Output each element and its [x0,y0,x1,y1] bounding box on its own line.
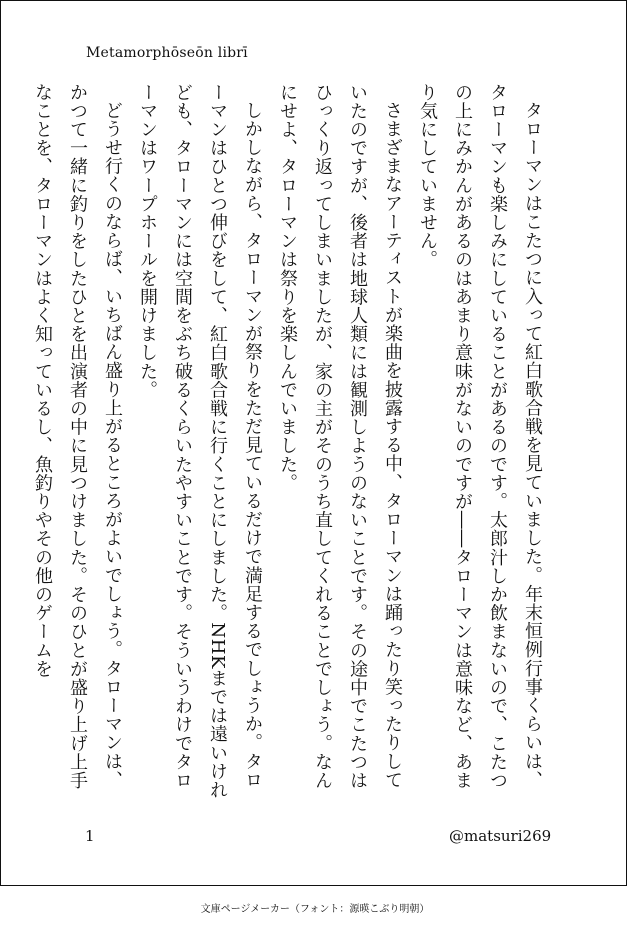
author-handle: @matsuri269 [449,827,552,845]
paragraph-1: タローマンはこたつに入って紅白歌合戦を見ていました。年末恒例行事くらいは、タローマンも楽しみにしていることがあるのです。太郎汁しか飲まないので、こたつの上にみかんがあるのはあまり意味がないのですが――タローマンは意味など、あまり気にしていません。 [417,83,543,790]
page-number: 1 [85,827,95,845]
footer-credit: 文庫ページメーカー（フォント：源暎こぶり明朝） [200,904,430,915]
paragraph-3: しかしながら、タローマンが祭りをただ見ているだけで満足するでしょうか。タローマンはひとつ伸びをして、紅白歌合戦に行くことにしました。NHKまでは遠いけれども、タローマンには空間をぶち破るくらいたやすいことです。そういうわけでタローマンはワープホールを開けました。 [137,83,263,800]
body-text [32,83,550,803]
book-title: Metamorphōseōn librī [86,45,248,61]
paragraph-4: どうせ行くのならば、いちばん盛り上がるところがよいでしょう。タローマンは、かつて一緒に釣りをしたひとを出演者の中に見つけました。そのひとが盛り上げ上手なことを、タローマンはよく知っているし、魚釣りやその他のゲームを [32,83,123,790]
paragraph-2: さまざまなアーティストが楽曲を披露する中、タローマンは踊ったり笑ったりしていたのですが、後者は地球人類には観測しようのないことです。その途中でこたつはひっくり返ってしまいましたが、家の主がそのうち直してくれることでしょう。なんにせよ、タローマンは祭りを楽しんでいました。 [277,83,403,790]
